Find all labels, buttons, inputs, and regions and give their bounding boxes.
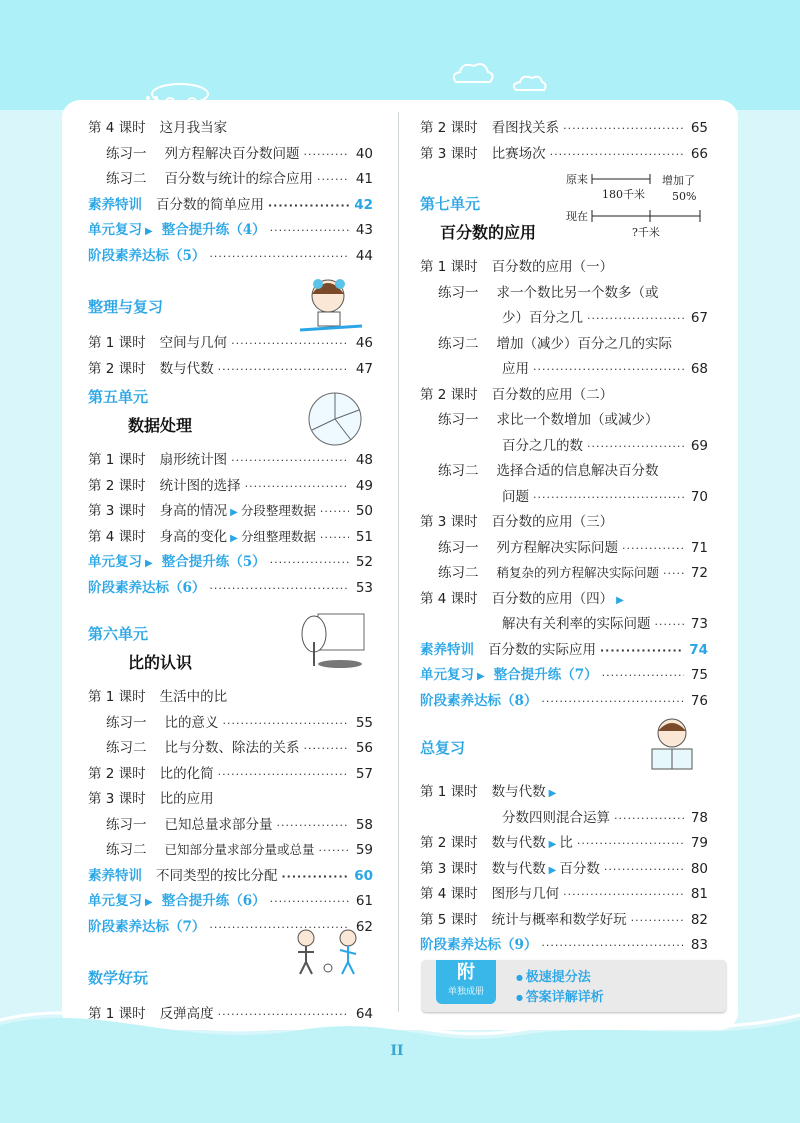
toc-row[interactable]: [88, 1002, 373, 1028]
toc-label: 阶段素养达标（8）: [420, 692, 538, 709]
toc-row[interactable]: [88, 787, 373, 813]
arrow-icon: ▶: [145, 558, 153, 569]
toc-row[interactable]: [88, 167, 373, 193]
toc-title: 分数四则混合运算: [502, 809, 610, 826]
toc-title: 比的意义: [164, 714, 219, 731]
toc-title: 求比一个数增加（或减少）: [496, 412, 659, 428]
toc-title: 不同类型的按比分配: [156, 867, 278, 884]
toc-title: 身高的变化: [159, 528, 228, 545]
toc-label: 第 5 课时: [420, 911, 478, 928]
toc-title: 已知总量求部分量: [164, 816, 273, 833]
toc-title: 问题: [502, 488, 529, 505]
toc-row[interactable]: [420, 281, 708, 307]
toc-label: 第 2 课时: [88, 477, 146, 494]
toc-label: 第 2 课时: [420, 835, 478, 851]
toc-row[interactable]: [420, 142, 708, 168]
toc-title: 已知部分量求部分量或总量: [164, 842, 315, 857]
toc-title: 整合提升练（7）: [493, 667, 598, 683]
toc-label: 第 3 课时: [420, 860, 478, 877]
toc-title: 这月我当家: [159, 120, 228, 136]
toc-title: 百分数与统计的综合应用: [164, 171, 313, 187]
toc-label: 第 3 课时: [88, 503, 146, 519]
right-column: [420, 116, 708, 959]
toc-note: 分段整理数据: [240, 503, 316, 518]
toc-title: 百分数的应用（二）: [491, 386, 614, 403]
toc-page: 47: [355, 360, 373, 377]
attachment-list: [516, 966, 604, 1006]
toc-page: 65: [690, 120, 708, 136]
arrow-icon: ▶: [230, 507, 238, 518]
toc-label: 练习二: [106, 740, 147, 756]
toc-label: 第 2 课时: [420, 120, 478, 136]
toc-page: 79: [690, 835, 708, 851]
section-heading: 数学好玩: [88, 968, 149, 987]
toc-row[interactable]: [88, 499, 373, 525]
toc-row[interactable]: [420, 587, 708, 613]
toc-row[interactable]: [420, 332, 708, 358]
toc-title: 整合提升练（5）: [161, 554, 266, 570]
toc-page: 62: [355, 918, 373, 935]
toc-row[interactable]: [88, 576, 373, 602]
toc-label: 练习二: [438, 565, 479, 581]
toc-label: 练习一: [438, 539, 479, 556]
unit-heading: 第六单元: [88, 624, 149, 643]
toc-row[interactable]: [88, 889, 373, 915]
toc-title: 整合提升练（4）: [161, 222, 266, 238]
toc-page: 49: [355, 477, 373, 494]
sky-band: [0, 0, 800, 110]
arrow-icon: ▶: [230, 532, 238, 544]
toc-label: 练习一: [106, 714, 147, 731]
toc-row[interactable]: [420, 434, 708, 460]
toc-label: 第 4 课时: [88, 528, 146, 545]
toc-page: 57: [355, 765, 373, 782]
toc-label: 第 3 课时: [88, 791, 146, 807]
toc-row[interactable]: [88, 813, 373, 839]
toc-page: 42: [354, 196, 373, 213]
arrow-icon: ▶: [548, 864, 557, 876]
toc-row[interactable]: [88, 142, 373, 168]
toc-page: 48: [355, 452, 373, 468]
toc-row[interactable]: [420, 357, 708, 383]
toc-title: 百分数的实际应用: [488, 641, 596, 658]
unit-title: 比的认识: [128, 652, 193, 672]
toc-label: 第 1 课时: [88, 452, 146, 468]
toc-label: 第 1 课时: [88, 1006, 146, 1022]
arrow-icon: ▶: [145, 897, 153, 908]
toc-title: 数与代数: [491, 835, 546, 851]
toc-row[interactable]: [88, 762, 373, 788]
toc-row[interactable]: [420, 255, 708, 281]
toc-row[interactable]: [88, 218, 373, 244]
toc-note: 百分数: [559, 860, 600, 877]
toc-label: 练习一: [438, 284, 479, 301]
toc-label: 第 2 课时: [88, 765, 146, 782]
unit-title: 百分数的应用: [440, 222, 537, 242]
toc-page: 80: [690, 860, 708, 877]
toc-label: 练习二: [438, 463, 479, 479]
toc-title: 列方程解决百分数问题: [164, 145, 300, 162]
toc-row[interactable]: [420, 638, 708, 664]
attachment-box: [422, 960, 726, 1012]
toc-title: 百分数的应用（一）: [491, 259, 614, 275]
arrow-icon: ▶: [477, 671, 485, 682]
arrow-icon: ▶: [616, 594, 624, 606]
arrow-icon: ▶: [548, 839, 557, 850]
toc-page: 71: [690, 539, 708, 556]
toc-page: 70: [690, 488, 708, 505]
toc-row[interactable]: [420, 612, 708, 638]
attachment-badge: [436, 960, 496, 1004]
toc-note: 分组整理数据: [240, 528, 316, 544]
toc-title: 扇形统计图: [159, 452, 228, 468]
toc-page: 72: [690, 565, 708, 581]
attachment-item[interactable]: ● 极速提分法: [516, 966, 604, 986]
toc-row[interactable]: [420, 459, 708, 485]
toc-page: 51: [355, 528, 373, 545]
toc-row[interactable]: [88, 550, 373, 576]
toc-title: 百分之几的数: [502, 437, 583, 454]
toc-label: 单元复习: [88, 554, 142, 570]
toc-title: 数与代数: [491, 784, 546, 800]
toc-label: 第 4 课时: [420, 590, 478, 607]
unit-heading: 第七单元: [420, 194, 481, 213]
toc-label: 练习二: [106, 842, 147, 858]
toc-title: 生活中的比: [159, 689, 228, 705]
tree-illustration: [296, 612, 366, 672]
diagram-amount: 180千米: [602, 188, 645, 201]
toc-page: 44: [355, 247, 373, 264]
toc-row[interactable]: [88, 116, 373, 142]
toc-title: 数与代数: [491, 860, 546, 877]
toc-row[interactable]: [420, 857, 708, 883]
toc-row[interactable]: [420, 116, 708, 142]
toc-page: 53: [355, 579, 373, 596]
toc-label: 练习二: [106, 171, 147, 187]
toc-label: 单元复习: [88, 222, 142, 238]
toc-page: 50: [355, 503, 373, 519]
toc-title: 列方程解决实际问题: [496, 539, 618, 556]
toc-title: 应用: [502, 361, 529, 377]
toc-label: 第 1 课时: [420, 259, 478, 275]
toc-page: 69: [690, 437, 708, 454]
toc-row[interactable]: [88, 448, 373, 474]
toc-row[interactable]: [88, 525, 373, 551]
toc-page: 43: [355, 222, 373, 238]
toc-title: 空间与几何: [159, 335, 228, 351]
cloud-icon: [448, 58, 498, 88]
toc-row[interactable]: [420, 561, 708, 587]
toc-row[interactable]: [88, 357, 373, 383]
toc-row[interactable]: [88, 474, 373, 500]
attachment-item[interactable]: ● 答案详解详析: [516, 986, 604, 1006]
arrow-icon: ▶: [548, 788, 557, 799]
toc-row[interactable]: [420, 485, 708, 511]
toc-row[interactable]: [420, 689, 708, 715]
toc-title: 少）百分之几: [502, 310, 583, 326]
toc-title: 比的应用: [159, 791, 214, 807]
toc-label: 阶段素养达标（6）: [88, 579, 206, 596]
toc-page: 40: [355, 145, 373, 162]
toc-page: 73: [690, 616, 708, 632]
toc-label: 练习一: [106, 816, 147, 833]
toc-row[interactable]: [88, 685, 373, 711]
toc-label: 第 2 课时: [88, 360, 146, 377]
toc-label: 练习一: [438, 412, 479, 428]
toc-title: 选择合适的信息解决百分数: [496, 463, 659, 479]
cloud-icon: [510, 70, 550, 94]
toc-label: 第 4 课时: [88, 120, 146, 136]
toc-row[interactable]: [88, 193, 373, 219]
toc-page: 81: [690, 886, 708, 902]
percent-line-diagram: [562, 170, 712, 240]
toc-title: 整合提升练（6）: [161, 893, 266, 909]
toc-page: 56: [355, 740, 373, 756]
toc-row[interactable]: [420, 383, 708, 409]
section-heading: 整理与复习: [88, 297, 164, 316]
toc-label: 阶段素养达标（7）: [88, 918, 206, 935]
toc-label: 素养特训: [88, 196, 142, 213]
toc-label: 第 3 课时: [420, 145, 478, 162]
kids-illustration: [292, 928, 368, 978]
toc-label: 素养特训: [420, 641, 474, 658]
toc-title: 稍复杂的列方程解决实际问题: [496, 565, 660, 580]
toc-label: 第 1 课时: [88, 689, 146, 705]
toc-label: 单元复习: [420, 667, 474, 683]
toc-page: 59: [355, 842, 373, 858]
toc-row[interactable]: [88, 864, 373, 890]
toc-page: 67: [690, 310, 708, 326]
toc-title: 增加（减少）百分之几的实际: [496, 335, 672, 352]
left-column: [88, 116, 373, 1028]
toc-row[interactable]: [420, 806, 708, 832]
toc-row[interactable]: [420, 536, 708, 562]
toc-label: 阶段素养达标（5）: [88, 247, 206, 264]
arrow-icon: ▶: [145, 226, 153, 237]
toc-row[interactable]: [420, 933, 708, 959]
diagram-original-label: 原来: [566, 173, 588, 186]
toc-page: 82: [690, 911, 708, 928]
page-number: II: [372, 1040, 422, 1062]
toc-page: 68: [690, 361, 708, 377]
toc-label: 第 4 课时: [420, 886, 478, 902]
attachment-subtitle: 单独成册: [447, 987, 484, 997]
toc-page: 41: [355, 171, 373, 187]
diagram-percent: 50%: [672, 190, 697, 203]
toc-label: 第 3 课时: [420, 514, 478, 530]
column-divider: [398, 112, 399, 1012]
toc-page: 83: [690, 937, 708, 953]
unit-title: 数据处理: [128, 415, 193, 435]
toc-page: 60: [354, 867, 373, 884]
toc-title: 统计与概率和数学好玩: [491, 911, 627, 928]
girl-illustration: [296, 272, 366, 334]
toc-label: 单元复习: [88, 893, 142, 909]
toc-page: 74: [689, 641, 708, 658]
toc-row[interactable]: [420, 882, 708, 908]
diagram-increase: 增加了: [662, 174, 695, 187]
toc-row[interactable]: [88, 331, 373, 357]
toc-row[interactable]: [88, 736, 373, 762]
toc-title: 求一个数比另一个数多（或: [496, 284, 659, 301]
toc-row[interactable]: [88, 244, 373, 270]
toc-page: 46: [355, 335, 373, 351]
toc-title: 比与分数、除法的关系: [164, 740, 300, 756]
attachment-title: 附: [457, 962, 475, 983]
toc-note: 比: [559, 835, 573, 851]
toc-page: 66: [690, 145, 708, 162]
toc-label: 素养特训: [88, 867, 142, 884]
toc-title: 反弹高度: [159, 1006, 214, 1022]
unit-heading: 第五单元: [88, 387, 149, 406]
toc-title: 统计图的选择: [159, 477, 241, 494]
toc-row[interactable]: [420, 831, 708, 857]
toc-title: 百分数的应用（四）: [491, 590, 614, 607]
toc-label: 第 1 课时: [88, 335, 146, 351]
toc-label: 阶段素养达标（9）: [420, 937, 538, 953]
toc-title: 比赛场次: [491, 145, 546, 162]
toc-page: 78: [690, 809, 708, 826]
toc-title: 比的化简: [159, 765, 214, 782]
toc-row[interactable]: [420, 306, 708, 332]
toc-page: 76: [690, 692, 708, 709]
toc-page: 52: [355, 554, 373, 570]
toc-label: 练习二: [438, 335, 479, 352]
toc-label: 第 1 课时: [420, 784, 478, 800]
toc-title: 解决有关利率的实际问题: [502, 616, 651, 632]
toc-row[interactable]: [420, 510, 708, 536]
toc-row[interactable]: [420, 408, 708, 434]
section-heading: 总复习: [420, 738, 466, 757]
toc-title: 百分数的简单应用: [156, 196, 264, 213]
toc-title: 看图找关系: [491, 120, 560, 136]
toc-row[interactable]: [88, 838, 373, 864]
toc-title: 身高的情况: [159, 503, 228, 519]
toc-label: 练习一: [106, 145, 147, 162]
toc-title: 图形与几何: [491, 886, 560, 902]
toc-label: 第 2 课时: [420, 386, 478, 403]
toc-row[interactable]: [420, 663, 708, 689]
toc-row[interactable]: [420, 780, 708, 806]
toc-page: 58: [355, 816, 373, 833]
toc-row[interactable]: [420, 908, 708, 934]
toc-page: 55: [355, 714, 373, 731]
toc-page: 64: [355, 1006, 373, 1022]
toc-page: 61: [355, 893, 373, 909]
toc-title: 数与代数: [159, 360, 214, 377]
diagram-unknown: ?千米: [632, 226, 660, 239]
toc-row[interactable]: [88, 711, 373, 737]
toc-title: 百分数的应用（三）: [491, 514, 614, 530]
pie-chart-icon: [306, 390, 364, 448]
reading-girl-illustration: [644, 715, 702, 773]
toc-page: 75: [690, 667, 708, 683]
diagram-now-label: 现在: [566, 210, 588, 223]
